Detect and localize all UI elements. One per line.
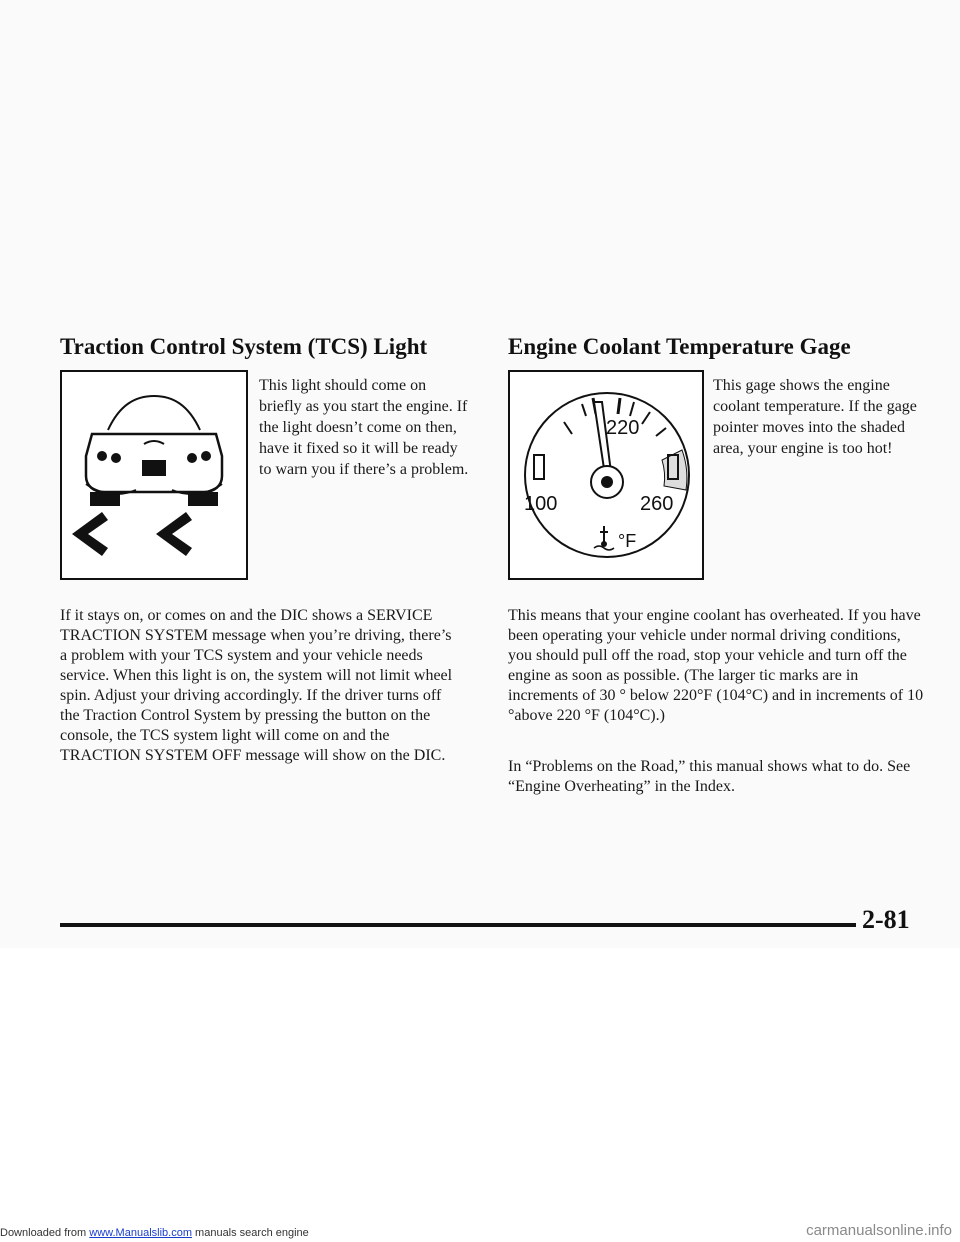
gauge-label-min: 100 <box>524 493 558 515</box>
gauge-label-mid: 220 <box>606 417 640 439</box>
tcs-light-heading: Traction Control System (TCS) Light <box>60 334 428 359</box>
footer-rule <box>60 923 856 927</box>
tcs-light-side-text: This light should come on briefly as you start the engine. If the light doesn’t come on then, have it fixed so it will be ready to warn you if there’s a problem. <box>259 377 469 478</box>
download-footer <box>0 1227 309 1239</box>
coolant-gauge-dial <box>510 372 702 578</box>
footer-suffix: manuals search engine <box>195 1227 309 1239</box>
coolant-gage-body-1: This means that your engine coolant has overheated. If you have been operating your vehicle under normal driving conditions, you should pull off the road, stop your vehicle and turn off the engine as soon as possible. (The larger tic marks are in increments of 30 ° below 220°F (104°C) and in increments of 10 °above 220 °F (104°C).) <box>508 607 924 724</box>
traction-control-light-icon <box>62 372 246 578</box>
tcs-light-figure <box>60 370 248 580</box>
gauge-unit: °F <box>618 531 637 551</box>
manualslib-link[interactable]: www.Manualslib.com <box>89 1227 192 1239</box>
tcs-light-body: If it stays on, or comes on and the DIC shows a SERVICE TRACTION SYSTEM message when you’re driving, there’s a problem with your TCS system and your vehicle needs service. When this light is on, the system will not limit wheel spin. Adjust your driving accordingly. If the driver turns off the Traction Control System by pressing the button on the console, the TCS system light will come on and the TRACTION SYSTEM OFF message will show on the DIC. <box>60 607 453 764</box>
coolant-gage-heading: Engine Coolant Temperature Gage <box>508 334 851 359</box>
coolant-temperature-icon <box>594 526 614 550</box>
watermark: carmanualsonline.info <box>806 1222 952 1239</box>
footer-prefix: Downloaded from <box>0 1227 87 1239</box>
coolant-gage-body-2: In “Problems on the Road,” this manual shows what to do. See “Engine Overheating” in the Index. <box>508 758 911 795</box>
gauge-label-max: 260 <box>640 493 674 515</box>
page-number: 2-81 <box>862 905 910 934</box>
coolant-gage-side-text: This gage shows the engine coolant temperature. If the gage pointer moves into the shaded area, your engine is too hot! <box>713 377 917 457</box>
coolant-gage-figure <box>508 370 704 580</box>
